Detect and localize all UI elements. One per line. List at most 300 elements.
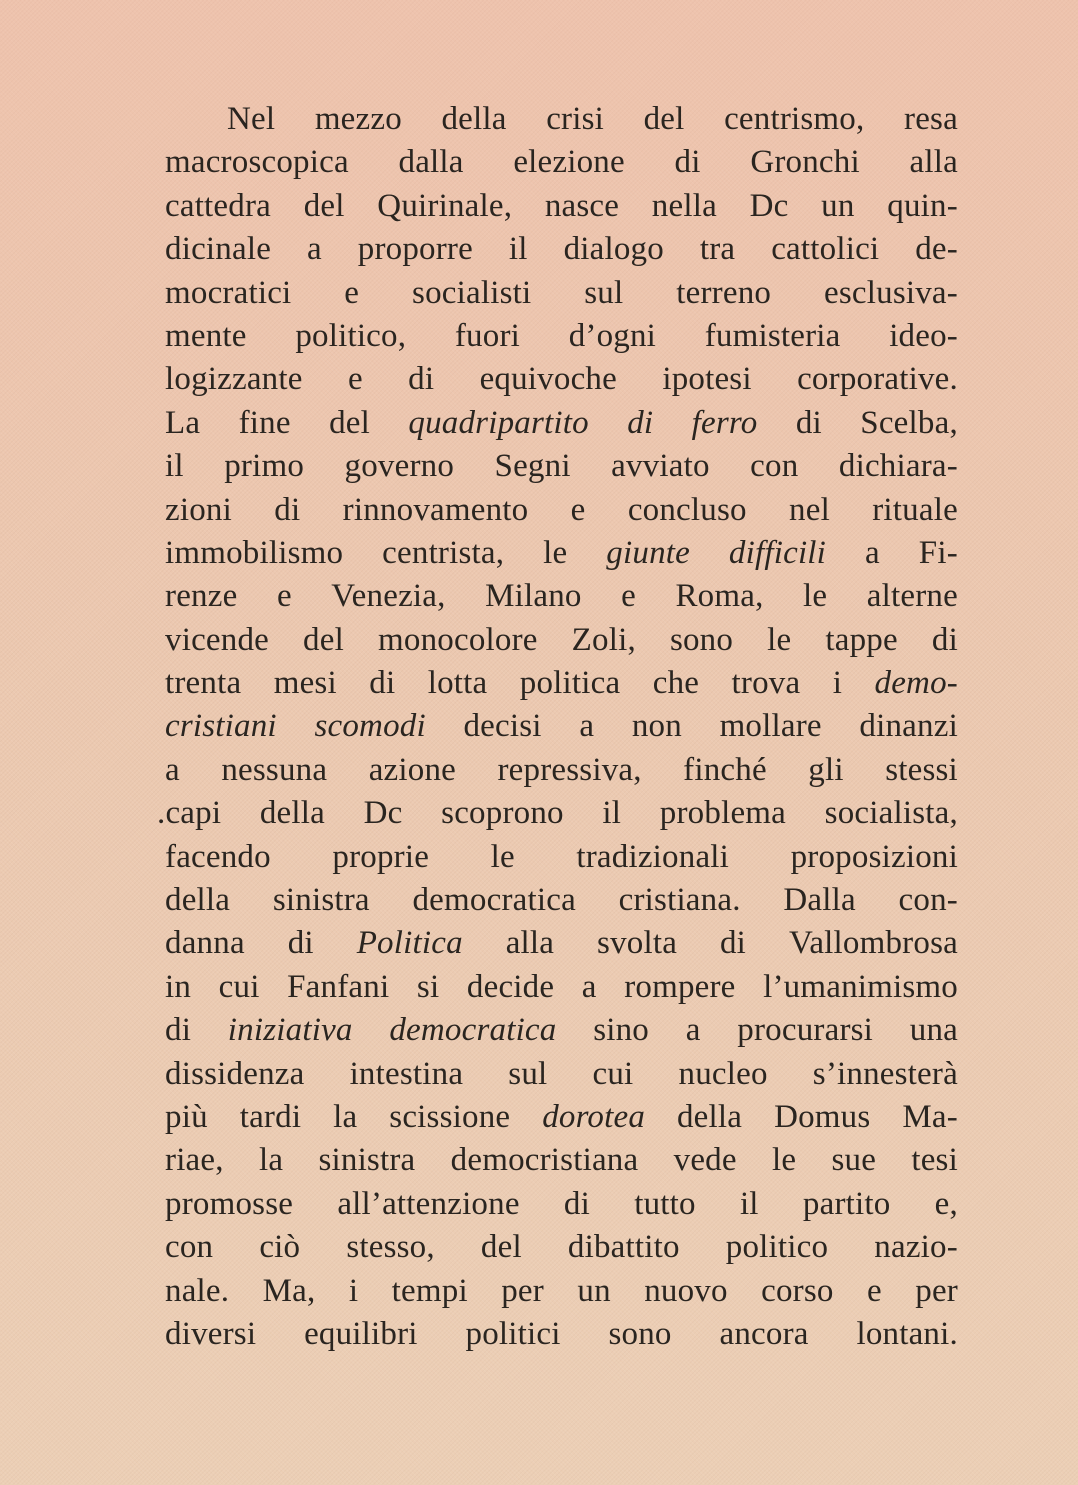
text: e [570,491,586,528]
text: cattedra [165,187,272,224]
italic-text: Politica [356,925,463,962]
text: nuovo [644,1272,728,1309]
text: Fanfani [287,968,390,1005]
italic-text: di [627,404,654,441]
word [165,1053,304,1096]
text: dialogo [563,231,664,268]
word [485,575,582,618]
word [686,1009,701,1052]
word [821,185,854,228]
word [860,402,958,445]
italic-text: cristiani [165,708,277,745]
word [520,662,621,705]
word [740,1183,759,1226]
text: il [508,231,528,268]
word [904,98,958,141]
word [789,489,830,532]
word [288,922,314,965]
italic-text: democratica [389,1012,557,1049]
word [719,1313,808,1356]
word [307,228,322,271]
word [902,1096,958,1139]
text: un [821,187,855,224]
word [679,1053,768,1096]
word [295,315,406,358]
word [466,1313,561,1356]
text: le [543,534,568,571]
word [224,445,304,488]
text-line-words [165,836,958,879]
word [911,1139,958,1182]
text: fuori [454,317,521,354]
text-line-words [165,1053,958,1096]
text: Segni [494,448,571,485]
word [796,402,822,445]
text: politico, [295,317,407,354]
word [750,185,789,228]
text: azione [368,751,456,788]
text: Scelba, [860,404,958,441]
text: nale. [165,1272,230,1309]
text-line [165,879,958,922]
word [389,1009,556,1052]
word [576,836,729,879]
word [774,1096,870,1139]
text-line-words [165,749,958,792]
word [165,228,271,271]
word [726,1226,828,1269]
text-line-words [165,922,958,965]
word [825,792,958,835]
word [750,141,860,184]
text: d’ogni [568,317,657,354]
text: ideo- [889,317,958,354]
word [910,1009,958,1052]
text: proporre [357,231,473,268]
text: del [303,187,345,224]
text: di [563,1185,590,1222]
text: di [719,925,747,962]
word [621,575,636,618]
word [377,185,512,228]
word [495,445,571,488]
word [677,1096,742,1139]
text: in [165,968,192,1005]
word [506,922,554,965]
text: tempi [391,1272,468,1309]
text: La [165,404,201,441]
text: democristiana [450,1142,639,1179]
word [346,1226,435,1269]
text: stesso, [346,1229,435,1266]
text-line [165,1183,958,1226]
text: alla [505,925,555,962]
text-line [165,619,958,662]
italic-text: ferro [691,404,758,441]
word [165,489,232,532]
word [750,445,798,488]
text: nella [651,187,717,224]
text: rompere [624,968,736,1005]
text: lontani. [856,1315,958,1352]
text: del [480,1229,522,1266]
word [675,575,763,618]
text: problema [659,795,787,832]
text-line [165,185,958,228]
text: tappe [825,621,898,658]
word [259,1226,300,1269]
text: de- [915,231,958,268]
word [491,836,515,879]
word [874,1226,958,1269]
text: Gronchi [750,144,860,181]
text: proprie [332,838,430,875]
text: Roma, [675,578,764,615]
text: e [621,578,636,615]
text: Dc [749,187,789,224]
word [611,445,710,488]
word [593,1009,649,1052]
word [584,272,623,315]
word [624,966,735,1009]
text: rituale [872,491,958,528]
text: per [501,1272,544,1309]
text: ipotesi [662,361,752,398]
text: all’attenzione [337,1185,520,1222]
word [455,315,520,358]
word [227,98,275,141]
word [417,966,439,1009]
text-line-words [165,315,958,358]
text: ancora [719,1315,809,1352]
word [165,966,191,1009]
text: Domus [774,1098,871,1135]
text: politica [519,665,621,702]
word [542,1096,645,1139]
word [683,749,767,792]
word [608,1313,671,1356]
word [602,792,621,835]
word [259,1139,283,1182]
text: di [408,361,435,398]
text-line-words [165,185,958,228]
word [392,1270,468,1313]
text: primo [224,448,305,485]
text: e [344,274,360,311]
text: sinistra [272,882,370,919]
word [369,749,456,792]
text: Quirinale, [377,187,513,224]
word [165,141,349,184]
word [412,272,531,315]
text: tesi [911,1142,958,1179]
word [350,1053,464,1096]
text: a [581,968,597,1005]
text: mente [165,317,247,354]
text: l’umanimismo [763,968,958,1005]
text: rinnovamento [342,491,529,528]
word [865,532,880,575]
text: il [602,795,622,832]
word [619,879,741,922]
text: svolta [597,925,678,962]
word [572,619,636,662]
text-line [165,1313,958,1356]
text: fine [238,404,291,441]
word [839,445,958,488]
word [344,272,359,315]
text: cattolici [771,231,880,268]
text-line-words [165,1009,958,1052]
word [467,966,554,1009]
text-line-words [165,532,958,575]
word [577,1270,610,1313]
word [772,1139,796,1182]
text: dichiara- [838,448,958,485]
word [329,402,370,445]
text: Ma- [902,1098,958,1135]
text: sinistra [318,1142,416,1179]
text: socialisti [412,274,532,311]
text: la [333,1098,358,1135]
text: politici [465,1315,561,1352]
word [670,619,733,662]
text: dibattito [567,1229,680,1266]
text: zioni [165,491,232,528]
word [273,879,370,922]
text-line [165,141,958,184]
text-line [165,98,958,141]
text-line [165,489,958,532]
word [303,619,344,662]
text: con [750,448,799,485]
text: scoprono [441,795,564,832]
text-line [157,792,958,835]
text-line-words [165,358,958,401]
text-line [165,749,958,792]
word [825,619,897,662]
text-line [165,445,958,488]
text: il [165,448,184,485]
word [571,489,586,532]
word [165,315,247,358]
text: a [685,1012,701,1049]
word [797,358,958,401]
word [165,749,180,792]
text: la [258,1142,284,1179]
word [165,922,245,965]
text: i [832,665,843,702]
word [763,966,958,1009]
text: crisi [546,101,605,137]
word [662,358,751,401]
word [513,141,625,184]
word [165,1009,191,1052]
word [315,98,402,141]
text: stessi [885,751,958,788]
text-line [165,1139,958,1182]
word [919,532,958,575]
text: .capi [157,795,222,832]
word [332,836,429,879]
word [889,315,958,358]
text: socialista, [824,795,958,832]
word [935,1183,958,1226]
text-line [165,358,958,401]
word [915,228,958,271]
text: sul [508,1055,548,1092]
word [910,141,958,184]
text: centrismo, [724,101,865,137]
word [382,532,504,575]
word [724,98,864,141]
text: mocratici [165,274,292,311]
text: decisi [463,708,542,745]
word [501,1270,544,1313]
word [287,966,389,1009]
text: decide [466,968,555,1005]
word [348,358,363,401]
text: e [347,361,363,398]
text-line-words [165,705,958,748]
word [875,662,958,705]
word [546,98,604,141]
word [761,1270,833,1313]
text: dalla [398,144,464,181]
text: di [369,665,396,702]
word [732,662,801,705]
text-line [165,228,958,271]
text: sue [831,1142,877,1179]
text-line-words [157,792,958,835]
word [509,228,528,271]
text: nazio- [874,1229,958,1266]
text: Dalla [783,882,856,919]
text: tra [699,231,736,268]
text: i [348,1272,359,1309]
text-line-words [165,1096,958,1139]
text: intestina [349,1055,464,1092]
text: che [652,665,700,702]
word [824,272,958,315]
word [720,922,746,965]
word [867,1270,882,1313]
word [451,1139,639,1182]
word [508,1053,547,1096]
text: avviato [611,448,710,485]
text: cui [592,1055,634,1092]
text: della [259,795,325,832]
word [441,98,506,141]
text: di [287,925,314,962]
text: e [276,578,292,615]
word [674,1139,737,1182]
word [165,1139,224,1182]
text: Ma, [262,1272,316,1309]
word [345,445,455,488]
text: gli [808,751,844,788]
text: immobilismo [165,534,344,571]
text: equivoche [479,361,617,398]
text: macroscopica [165,144,349,181]
word [899,879,958,922]
word [568,1226,680,1269]
word [627,402,653,445]
word [428,662,488,705]
text: Nel [227,101,276,137]
text: elezione [513,144,625,181]
word [675,141,701,184]
text-line-words [165,141,958,184]
text-line-words [165,402,958,445]
word [803,1183,891,1226]
word [378,619,538,662]
text-line [165,836,958,879]
word [165,662,241,705]
text-line [165,402,958,445]
text: della [676,1098,743,1135]
word [887,185,958,228]
text-line [165,966,958,1009]
text-line [165,315,958,358]
word [632,705,682,748]
text: sono [669,621,734,658]
text: partito [802,1185,891,1222]
text-line-words [165,445,958,488]
text: mezzo [314,101,402,137]
word [165,358,303,401]
text: centrista, [382,534,505,571]
text: equilibri [304,1315,418,1352]
text: trenta [165,665,242,702]
text: corso [761,1272,834,1309]
text-line-words [165,1139,958,1182]
text: a [306,231,322,268]
text: tutto [634,1185,696,1222]
text: Venezia, [331,578,446,615]
word [358,228,473,271]
text: sono [608,1315,672,1352]
word [771,228,879,271]
italic-text: scomodi [314,708,426,745]
text: con [165,1229,214,1266]
text: nessuna [221,751,328,788]
text-line-words [165,619,958,662]
word [653,662,699,705]
text: mesi [273,665,337,702]
text: dissidenza [165,1055,305,1092]
word [833,662,842,705]
word [240,1096,301,1139]
text: il [739,1185,759,1222]
text-line-words [165,272,958,315]
text-line [165,1270,958,1313]
word [239,402,291,445]
text-line [165,922,958,965]
text: si [416,968,440,1005]
word [692,402,758,445]
text-line-words [165,489,958,532]
text-line-words [165,1183,958,1226]
word [165,532,343,575]
text: le [490,838,515,875]
italic-text: iniziativa [227,1012,353,1049]
word [791,836,958,879]
word [364,792,403,835]
word [652,185,717,228]
word [545,185,619,228]
text: alla [909,144,958,181]
